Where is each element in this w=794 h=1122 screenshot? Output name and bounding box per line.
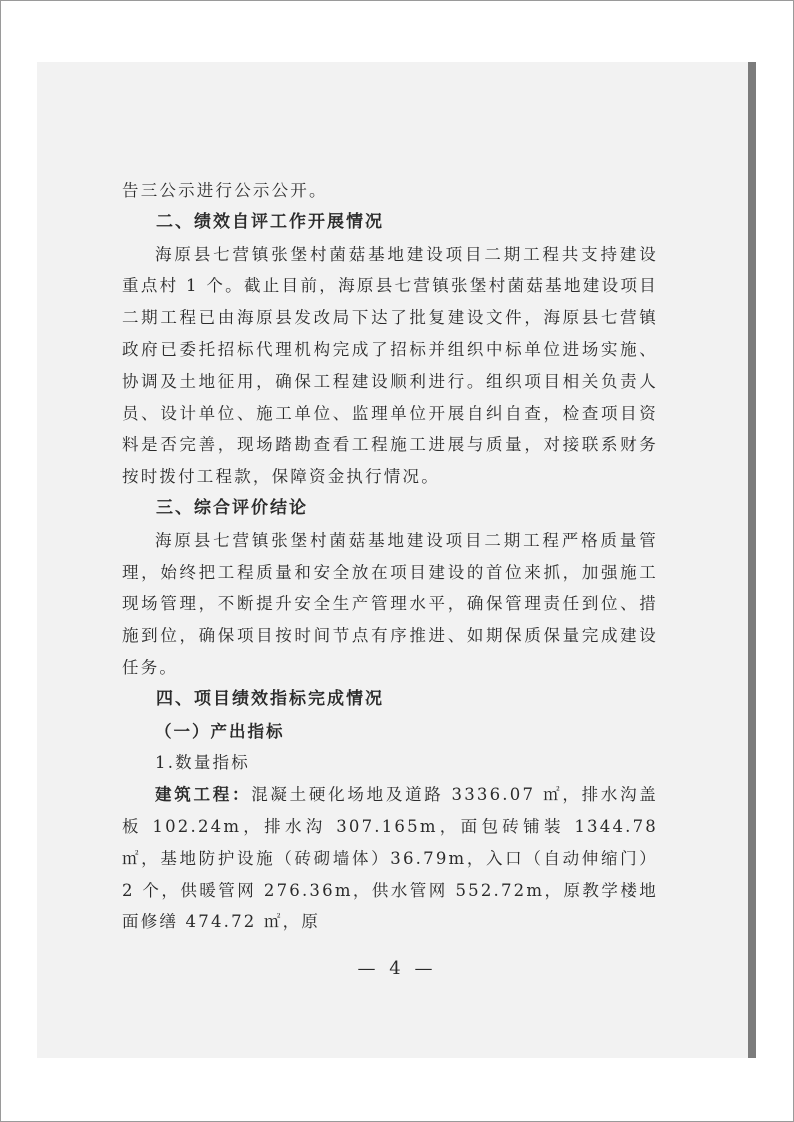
construction-label: 建筑工程： <box>155 785 252 805</box>
section-heading-3: 三、综合评价结论 <box>156 497 308 518</box>
construction-text: 混凝土硬化场地及道路 3336.07 ㎡，排水沟盖板 102.24m，排水沟 307.165m，面包砖铺装 1344.78 ㎡，基地防护设施（砖砌墙体）36.79m，入口（自动伸缩门）2 个，供暖管网 276.36m，供水管网 552.72m，原教学楼地面修缮 474.72 ㎡，原 <box>122 785 659 932</box>
paragraph-conclusion: 海原县七营镇张堡村菌菇基地建设项目二期工程严格质量管理，始终把工程质量和安全放在项目建设的首位来抓，加强施工现场管理，不断提升安全生产管理水平，确保管理责任到位、措施到位，确保项目按时间节点有序推进、如期保质保量完成建设任务。 <box>122 530 658 677</box>
document-body <box>122 175 658 938</box>
page-number: — 4 — <box>357 958 437 979</box>
paragraph-continued: 告三公示进行公示公开。 <box>122 181 328 200</box>
paragraph-self-evaluation: 海原县七营镇张堡村菌菇基地建设项目二期工程共支持建设重点村 1 个。截止目前，海原县七营镇张堡村菌菇基地建设项目二期工程已由海原县发改局下达了批复建设文件，海原县七营镇政府已委托招标代理机构完成了招标并组织中标单位进场实施、协调及土地征用，确保工程建设顺利进行。组织项目相关负责人员、设计单位、施工单位、监理单位开展自纠自查，检查项目资料是否完善，现场踏勘查看工程施工进展与质量，对接联系财务按时拨付工程款，保障资金执行情况。 <box>122 244 658 487</box>
paragraph-construction <box>122 779 658 938</box>
section-heading-4: 四、项目绩效指标完成情况 <box>156 688 384 709</box>
subsection-heading-quantity: 1.数量指标 <box>155 753 250 773</box>
scan-edge-shadow <box>748 62 756 1058</box>
section-heading-2: 二、绩效自评工作开展情况 <box>156 211 384 232</box>
subsection-heading-output: （一）产出指标 <box>155 721 285 741</box>
